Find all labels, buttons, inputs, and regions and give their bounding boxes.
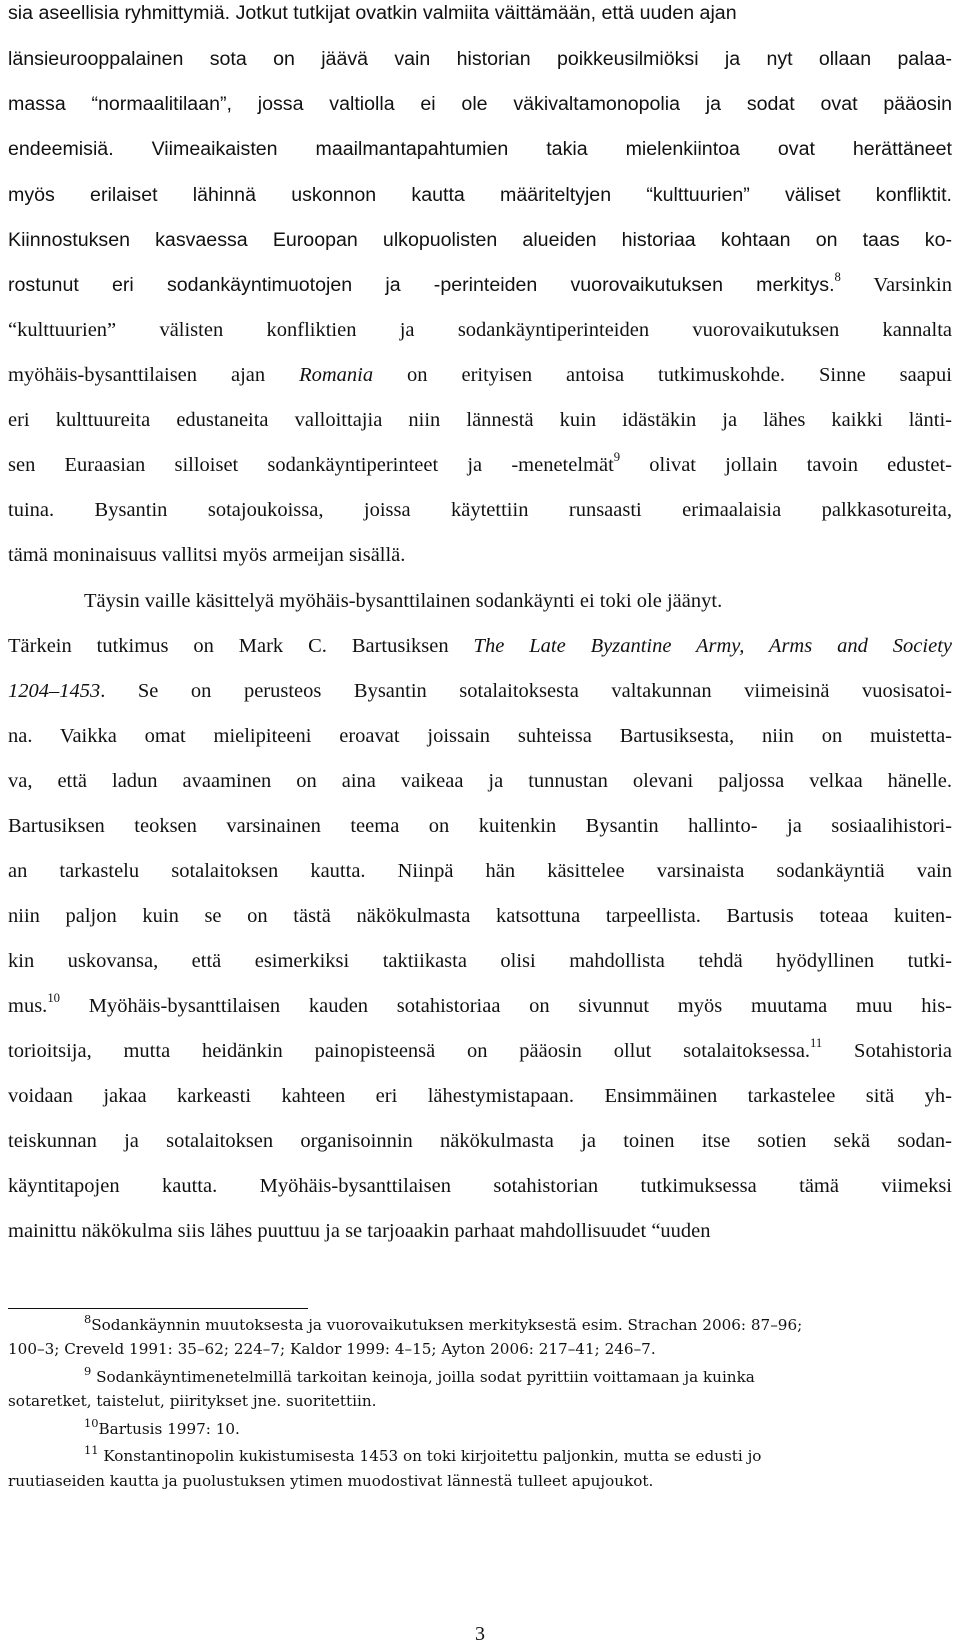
body-line [8,532,952,578]
italic-text: Romania [299,364,374,386]
footnote-line [84,1443,952,1470]
text-run: massa “normaalitilaan”, jossa valtiolla ei ole väkivaltamonopolia ja sodat ovat pääosin [8,93,952,115]
body-line [8,983,952,1029]
body-line [8,307,952,353]
body-line [8,172,952,218]
footnote-marker: 9 [613,450,621,465]
text-run: kin uskovansa, että esimerkiksi taktiikasta olisi mahdollista tehdä hyödyllinen tutki- [8,950,952,972]
body-line [8,0,952,36]
footnote-marker: 11 [84,1442,99,1457]
body-line [8,893,952,939]
text-run: . Se on perusteos Bysantin sotalaitoksesta valtakunnan viimeisinä vuosisatoi- [100,680,952,702]
footnote-line [8,1388,952,1415]
text-run: Myöhäis-bysanttilaisen kauden sotahistoriaa on sivunnut myös muutama muu his- [60,995,952,1017]
body-line [8,848,952,894]
italic-text: The Late Byzantine Army, Arms and Society [473,635,952,657]
text-run: on erityisen antoisa tutkimuskohde. Sinne saapui [373,364,952,386]
footnote-marker: 8 [84,1311,92,1326]
body-line [8,81,952,127]
text-run: teiskunnan ja sotalaitoksen organisoinnin näkökulmasta ja toinen itse sotien sekä sodan- [8,1130,952,1152]
text-run: torioitsija, mutta heidänkin painopisteensä on pääosin ollut sotalaitoksessa. [8,1040,811,1062]
text-run: olivat jollain tavoin edustet- [620,454,953,476]
body-line [84,578,952,624]
text-run: niin paljon kuin se on tästä näkökulmasta katsottuna tarpeellista. Bartusis toteaa kuiten- [8,905,952,927]
body-line [8,442,952,488]
body-line [8,803,952,849]
footnote-marker: 10 [47,991,61,1006]
footnote-line [8,1336,952,1363]
text-run: ruutiaseiden kautta ja puolustuksen ytimen muodostivat lännestä tulleet apujoukot. [8,1472,654,1490]
footnote-line [84,1312,952,1339]
footnote-line [8,1468,952,1495]
body-line [8,1118,952,1164]
page-number: 3 [475,1623,485,1645]
text-run: an tarkastelu sotalaitoksen kautta. Niinpä hän käsittelee varsinaista sodankäyntiä vain [8,860,952,882]
footnote-marker: 11 [810,1036,823,1051]
text-run: sia aseellisia ryhmittymiä. [8,2,236,24]
text-run: Tärkein tutkimus on Mark C. Bartusiksen [8,635,474,657]
text-run: na. Vaikka omat mielipiteeni eroavat joissain suhteissa Bartusiksesta, niin on muistetta- [8,725,952,747]
text-run: Bartusis 1997: 10. [98,1420,240,1438]
italic-text: 1204–1453 [8,680,101,702]
text-run: Täysin vaille käsittelyä myöhäis-bysanttilainen sodankäynti ei toki ole jäänyt. [84,590,723,612]
text-run: 100–3; Creveld 1991: 35–62; 224–7; Kaldor 1999: 4–15; Ayton 2006: 217–41; 246–7. [8,1340,656,1358]
text-run: Jotkut tutkijat ovatkin valmiita väittämään, että uuden ajan [235,2,737,24]
text-run: Sodankäyntimenetelmillä tarkoitan keinoja, joilla sodat pyrittiin voittamaan ja kuinka [91,1368,755,1386]
body-line [8,623,952,669]
body-line [8,1208,952,1254]
body-line [8,126,952,172]
text-run: eri kulttuureita edustaneita valloittajia niin lännestä kuin idästäkin ja lähes kaikki länti- [8,409,952,431]
body-line [8,36,952,82]
footnote-line [84,1364,952,1391]
text-run: myöhäis-bysanttilaisen ajan [8,364,300,386]
text-run: Sotahistoria [822,1040,952,1062]
body-line [8,262,952,308]
text-run: rostunut eri sodankäyntimuotojen ja -perinteiden vuorovaikutuksen merkitys. [8,274,835,296]
text-run: endeemisiä. Viimeaikaisten maailmantapahtumien takia mielenkiintoa ovat herättäneet [8,138,952,160]
text-run: käyntitapojen kautta. Myöhäis-bysanttilaisen sotahistorian tutkimuksessa tämä viimeksi [8,1175,952,1197]
text-run: mus. [8,995,48,1017]
body-line [8,668,952,714]
text-run: Kiinnostuksen kasvaessa Euroopan ulkopuolisten alueiden historiaa kohtaan on taas ko- [8,229,952,251]
text-run: mainittu näkökulma siis lähes puuttuu ja se tarjoaakin parhaat mahdollisuudet “uuden [8,1220,711,1242]
text-run: sotaretket, taistelut, piiritykset jne. suoritettiin. [8,1392,377,1410]
text-run: myös erilaiset lähinnä uskonnon kautta määriteltyjen “kulttuurien” väliset konfliktit. [8,184,952,206]
footnote-marker: 10 [84,1415,99,1430]
body-line [8,397,952,443]
text-run: Konstantinopolin kukistumisesta 1453 on toki kirjoitettu paljonkin, mutta se edusti jo [98,1447,762,1465]
body-line [8,217,952,263]
body-line [8,487,952,533]
footnote-marker: 8 [834,270,841,285]
body-line [8,352,952,398]
text-run: voidaan jakaa karkeasti kahteen eri lähestymistapaan. Ensimmäinen tarkastelee sitä yh- [8,1085,952,1107]
body-line [8,1028,952,1074]
text-run: Sodankäynnin muutoksesta ja vuorovaikutuksen merkityksestä esim. Strachan 2006: 87–96; [91,1316,803,1334]
text-run: va, että ladun avaaminen on aina vaikeaa ja tunnustan olevani paljossa velkaa hänelle. [8,770,952,792]
body-line [8,758,952,804]
text-run: tämä moninaisuus vallitsi myös armeijan sisällä. [8,544,406,566]
text-run: tuina. Bysantin sotajoukoissa, joissa käytettiin runsaasti erimaalaisia palkkasotureita, [8,499,952,521]
body-line [8,713,952,759]
body-line [8,938,952,984]
text-run: Bartusiksen teoksen varsinainen teema on kuitenkin Bysantin hallinto- ja sosiaalihistori- [8,815,952,837]
text-run: Varsinkin [840,274,952,296]
text-run: länsieurooppalainen sota on jäävä vain historian poikkeusilmiöksi ja nyt ollaan palaa- [8,48,952,70]
footnote-line [84,1416,952,1443]
text-run: sen Euraasian silloiset sodankäyntiperinteet ja -menetelmät [8,454,614,476]
text-run: “kulttuurien” välisten konfliktien ja sodankäyntiperinteiden vuorovaikutuksen kannalta [8,319,952,341]
footnote-marker: 9 [84,1363,92,1378]
footnote-separator [8,1308,308,1309]
body-line [8,1073,952,1119]
body-line [8,1163,952,1209]
